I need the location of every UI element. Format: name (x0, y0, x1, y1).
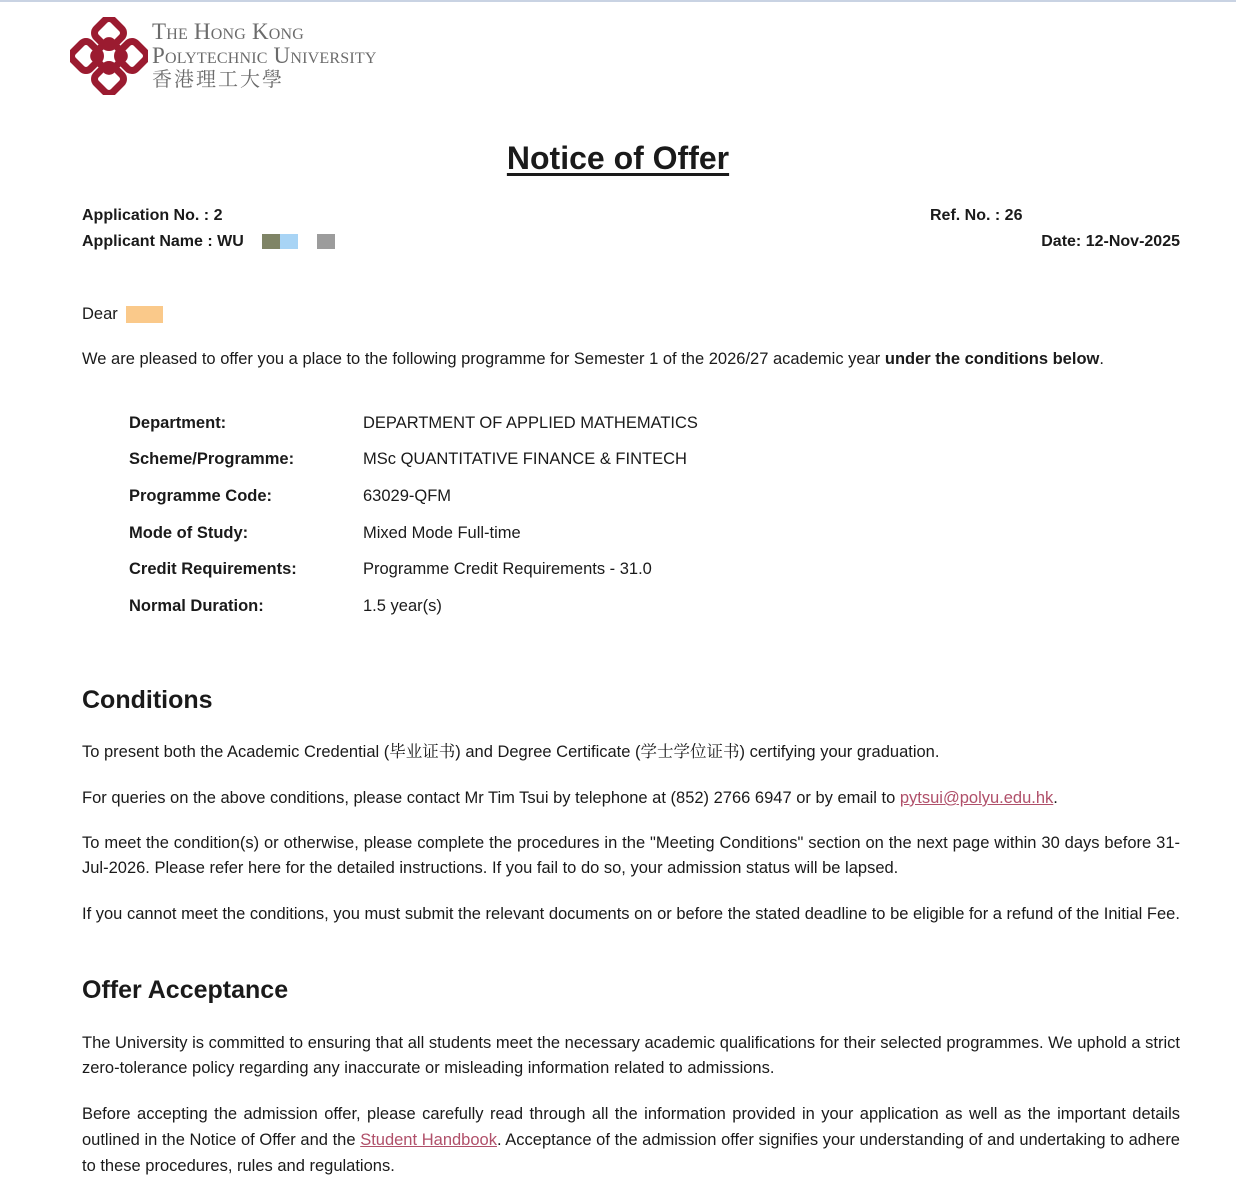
conditions-heading: Conditions (82, 686, 213, 714)
redaction-block (126, 306, 163, 323)
email-link[interactable]: pytsui@polyu.edu.hk (899, 789, 1054, 807)
university-name (152, 20, 377, 90)
student-handbook-link[interactable]: Student Handbook (360, 1131, 497, 1149)
university-name-line1: The Hong Kong (152, 19, 305, 44)
conditions-para3: To meet the condition(s) or otherwise, please complete the procedures in the "Meeting Conditions" section on the next page within 30 days before 31-Jul-2026. Please refer here for the detailed instructions. If you fail to do so, your admission status will be lapsed. (82, 834, 1180, 877)
application-no-value: 2 (213, 207, 223, 224)
programme-field-value: MSc QUANTITATIVE FINANCE & FINTECH (363, 450, 687, 468)
conditions-para4: If you cannot meet the conditions, you must submit the relevant documents on or before the stated deadline to be eligible for a refund of the Initial Fee. (82, 905, 1180, 923)
redaction-block (317, 234, 335, 249)
programme-field-label: Department: (129, 414, 227, 432)
university-name-line2: Polytechnic University (152, 43, 377, 68)
redaction-block (280, 234, 298, 249)
offer-date-value: 12-Nov-2025 (1085, 233, 1180, 250)
applicant-name: Applicant Name : WU (82, 233, 335, 251)
university-name-chinese: 香港理工大學 (152, 69, 284, 91)
programme-field-value: DEPARTMENT OF APPLIED MATHEMATICS (363, 414, 698, 432)
intro-bold-text: under the conditions below (884, 350, 1100, 368)
programme-field-value: Mixed Mode Full-time (363, 524, 521, 542)
ref-no: Ref. No. : 26 (930, 207, 1023, 224)
application-no: Application No. : 2 (82, 207, 223, 224)
programme-field-label: Credit Requirements: (129, 560, 297, 578)
programme-field-label: Programme Code: (129, 487, 273, 505)
acceptance-para2: Before accepting the admission offer, please carefully read through all the information provided in your application as well as the important details outlined in the Notice of Offer and the Student Handbook. Acceptance of the admission offer signifies your understanding of and undertaking to adhere to these procedures, rules and regulations. (82, 1105, 1180, 1175)
programme-field-value: 1.5 year(s) (363, 597, 442, 615)
ref-no-value: 26 (1004, 207, 1023, 224)
programme-field-value: 63029-QFM (363, 487, 452, 505)
polyu-logo (70, 17, 148, 95)
salutation: Dear (82, 302, 1180, 327)
redaction-block (262, 234, 280, 249)
programme-field-label: Normal Duration: (129, 597, 264, 615)
programme-field-value: Programme Credit Requirements - 31.0 (363, 560, 652, 578)
programme-field-label: Scheme/Programme: (129, 450, 295, 468)
document-title: Notice of Offer (506, 140, 730, 176)
conditions-para1: To present both the Academic Credential (毕业证书) and Degree Certificate (学士学位证书) certifying your graduation. (82, 743, 940, 761)
programme-field-label: Mode of Study: (129, 524, 249, 542)
conditions-para2: For queries on the above conditions, please contact Mr Tim Tsui by telephone at (852) 2766 6947 or by email to pytsui@polyu.edu.hk. (82, 789, 1058, 807)
acceptance-para1: The University is committed to ensuring that all students meet the necessary academic qualifications for their selected programmes. We uphold a strict zero-tolerance policy regarding any inaccurate or misleading information related to admissions. (82, 1034, 1180, 1077)
offer-date: Date: 12-Nov-2025 (1041, 233, 1180, 250)
applicant-name-value: WU (217, 233, 244, 250)
intro-paragraph: We are pleased to offer you a place to the following programme for Semester 1 of the 2026/27 academic year under the conditions below. (82, 350, 1104, 368)
acceptance-heading: Offer Acceptance (82, 976, 289, 1004)
top-border-line (0, 0, 1236, 2)
